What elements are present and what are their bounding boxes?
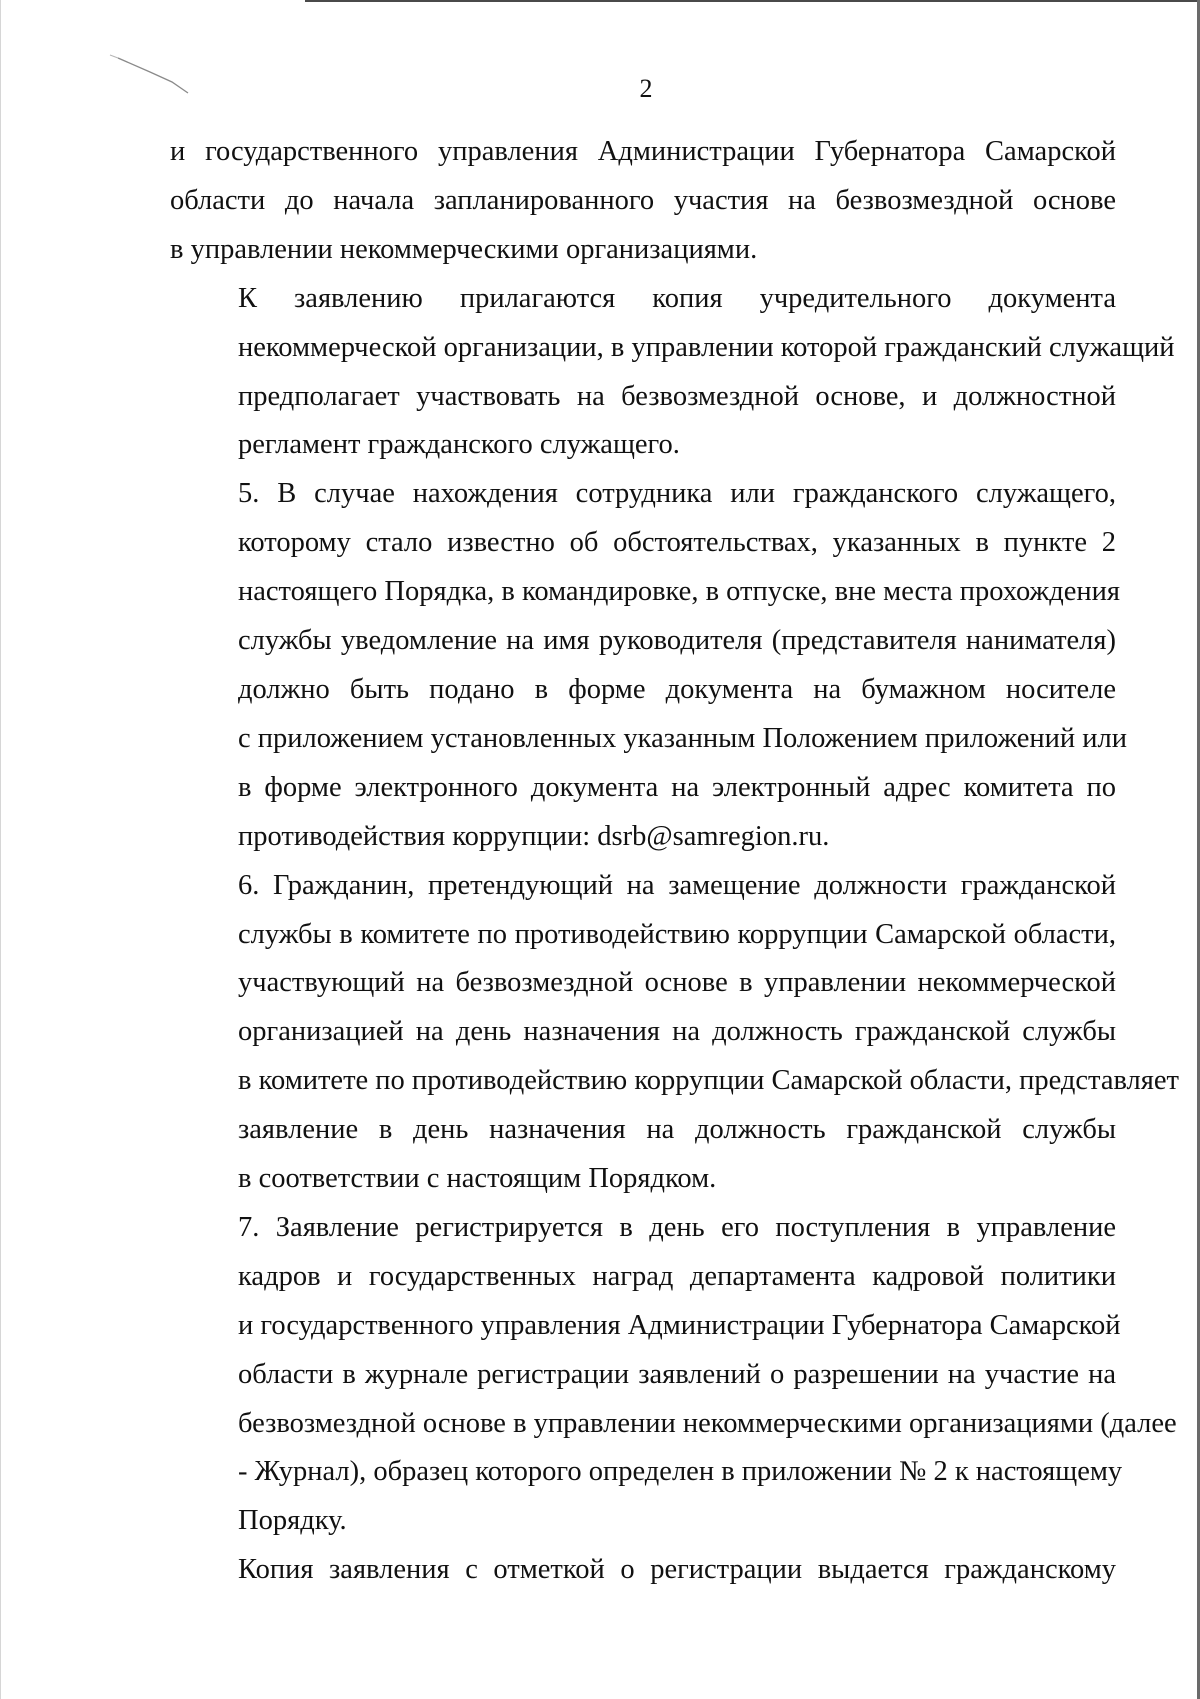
paragraph-item-7 bbox=[170, 1204, 1177, 1546]
paragraph-item-5 bbox=[170, 470, 1128, 861]
text-line: в соответствии с настоящим Порядком. bbox=[238, 1163, 717, 1195]
text-line: области в журнале регистрации заявлений о разрешении на участие на bbox=[238, 1358, 1116, 1390]
text-line: Порядку. bbox=[238, 1505, 347, 1537]
text-line: 6. Гражданин, претендующий на замещение должности гражданской bbox=[238, 869, 1116, 901]
text-line: области до начала запланированного участия на безвозмездной основе bbox=[170, 184, 1116, 216]
scan-edge-left bbox=[0, 0, 1, 1699]
paragraph-attachments bbox=[170, 275, 1175, 471]
text-line: службы уведомление на имя руководителя (представителя нанимателя) bbox=[238, 625, 1116, 657]
paragraph-copy-issued bbox=[170, 1546, 1116, 1595]
paragraph-item-6 bbox=[170, 862, 1179, 1204]
text-line: противодействия коррупции: dsrb@samregion.ru. bbox=[238, 820, 830, 852]
text-line: предполагает участвовать на безвозмездной основе, и должностной bbox=[238, 380, 1116, 412]
text-line: должно быть подано в форме документа на бумажном носителе bbox=[238, 673, 1116, 705]
scan-edge-top bbox=[305, 0, 1200, 2]
text-line: 7. Заявление регистрируется в день его поступления в управление bbox=[238, 1211, 1116, 1243]
text-line: участвующий на безвозмездной основе в управлении некоммерческой bbox=[238, 967, 1116, 999]
text-line: в управлении некоммерческими организациями. bbox=[170, 233, 758, 265]
document-body bbox=[170, 128, 1179, 1595]
text-line: регламент гражданского служащего. bbox=[238, 429, 680, 461]
text-line: которому стало известно об обстоятельствах, указанных в пункте 2 bbox=[238, 527, 1116, 559]
text-line: службы в комитете по противодействию коррупции Самарской области, bbox=[238, 918, 1116, 950]
text-line: в комитете по противодействию коррупции Самарской области, представляет bbox=[238, 1065, 1179, 1097]
text-line: в форме электронного документа на электронный адрес комитета по bbox=[238, 771, 1116, 803]
text-line: с приложением установленных указанным Положением приложений или bbox=[238, 722, 1128, 754]
text-line: настоящего Порядка, в командировке, в отпуске, вне места прохождения bbox=[238, 576, 1120, 608]
text-line: и государственного управления Администрации Губернатора Самарской bbox=[238, 1309, 1121, 1341]
text-line: безвозмездной основе в управлении некоммерческими организациями (далее bbox=[238, 1407, 1177, 1439]
text-line: кадров и государственных наград департамента кадровой политики bbox=[238, 1260, 1116, 1292]
paragraph-continuation bbox=[170, 128, 1116, 275]
text-line: заявление в день назначения на должность гражданской службы bbox=[238, 1114, 1116, 1146]
text-line: Копия заявления с отметкой о регистрации выдается гражданскому bbox=[238, 1554, 1116, 1586]
text-line: К заявлению прилагаются копия учредительного документа bbox=[238, 282, 1116, 314]
text-line: 5. В случае нахождения сотрудника или гражданского служащего, bbox=[238, 478, 1116, 510]
text-line: и государственного управления Администрации Губернатора Самарской bbox=[170, 136, 1116, 167]
text-line: - Журнал), образец которого определен в приложении № 2 к настоящему bbox=[238, 1456, 1123, 1488]
page-number: 2 bbox=[639, 74, 653, 103]
text-line: организацией на день назначения на должность гражданской службы bbox=[238, 1016, 1116, 1048]
text-line: некоммерческой организации, в управлении которой гражданский служащий bbox=[238, 331, 1175, 363]
